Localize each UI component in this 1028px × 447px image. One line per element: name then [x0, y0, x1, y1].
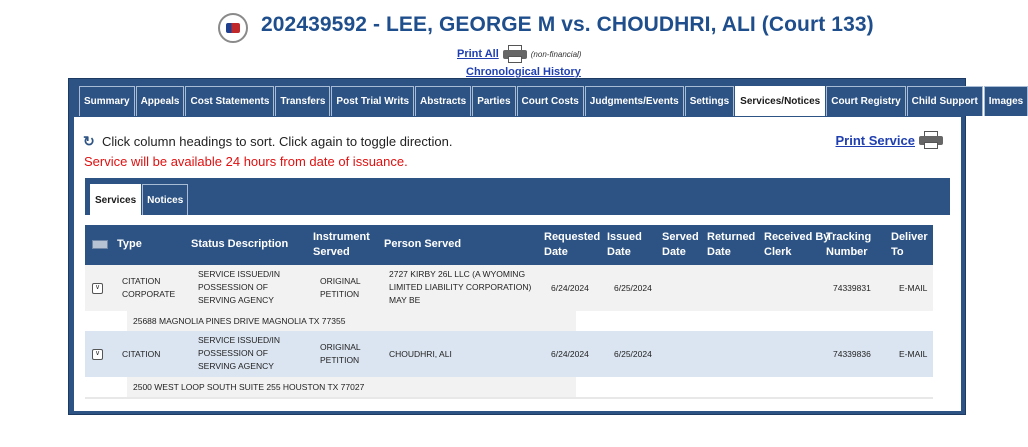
- printer-icon[interactable]: [503, 45, 527, 63]
- print-service-link[interactable]: Print Service: [835, 132, 915, 148]
- tab-services-notices[interactable]: Services/Notices: [735, 86, 825, 116]
- tab-summary[interactable]: Summary: [79, 86, 135, 116]
- col-person-served[interactable]: Person Served: [384, 238, 462, 250]
- cell-tracking-number: 74339836: [833, 349, 871, 359]
- tab-judgments-events[interactable]: Judgments/Events: [585, 86, 684, 116]
- cell-instrument-served: ORIGINAL PETITION: [320, 276, 361, 299]
- col-status-description[interactable]: Status Description: [191, 238, 289, 250]
- cell-requested-date: 6/24/2024: [551, 349, 589, 359]
- cell-type: CITATION CORPORATE: [122, 276, 176, 299]
- cell-deliver-to: E-MAIL: [899, 349, 928, 359]
- col-served-date[interactable]: Served Date: [662, 231, 699, 258]
- col-type[interactable]: Type: [117, 238, 142, 250]
- print-all-link[interactable]: Print All: [457, 48, 499, 60]
- court-seal-logo: [218, 13, 248, 43]
- col-instrument-served[interactable]: Instrument Served: [313, 231, 370, 258]
- table-bottom-rule: [85, 397, 933, 399]
- sort-hint: Click column headings to sort. Click again to toggle direction.: [102, 134, 453, 149]
- print-all-row: [457, 44, 581, 64]
- service-address: 25688 MAGNOLIA PINES DRIVE MAGNOLIA TX 77355: [127, 311, 576, 331]
- sort-hint-row: [84, 134, 452, 149]
- table-header: [85, 225, 933, 265]
- table-row: [85, 331, 933, 377]
- col-requested-date[interactable]: Requested Date: [544, 231, 601, 258]
- tab-child-support[interactable]: Child Support: [907, 86, 983, 116]
- cell-instrument-served: ORIGINAL PETITION: [320, 342, 361, 365]
- tab-transfers[interactable]: Transfers: [275, 86, 330, 116]
- cell-issued-date: 6/25/2024: [614, 283, 652, 293]
- refresh-icon: [84, 136, 96, 148]
- case-detail-panel: [68, 78, 1024, 415]
- printer-icon[interactable]: [919, 131, 943, 149]
- address-row: [85, 377, 933, 397]
- availability-notice: Service will be available 24 hours from date of issuance.: [84, 154, 408, 169]
- subtab-bar: [90, 184, 188, 215]
- cell-tracking-number: 74339831: [833, 283, 871, 293]
- col-issued-date[interactable]: Issued Date: [607, 231, 642, 258]
- cell-person-served: CHOUDHRI, ALI: [389, 349, 452, 359]
- tab-settings[interactable]: Settings: [685, 86, 734, 116]
- cell-deliver-to: E-MAIL: [899, 283, 928, 293]
- cell-requested-date: 6/24/2024: [551, 283, 589, 293]
- case-title: 202439592 - LEE, GEORGE M vs. CHOUDHRI, ALI (Court 133): [261, 13, 874, 36]
- services-subpanel: [85, 178, 950, 215]
- tab-cost-statements[interactable]: Cost Statements: [185, 86, 274, 116]
- subtab-services[interactable]: Services: [90, 184, 141, 215]
- cell-type: CITATION: [122, 349, 161, 359]
- col-deliver-to[interactable]: Deliver To: [891, 231, 928, 258]
- tab-appeals[interactable]: Appeals: [136, 86, 185, 116]
- services-notices-content: [74, 117, 961, 411]
- tab-abstracts[interactable]: Abstracts: [415, 86, 471, 116]
- col-received-by-clerk[interactable]: Received By Clerk: [764, 231, 830, 258]
- col-tracking-number[interactable]: Tracking Number: [826, 231, 872, 258]
- tab-post-trial-writs[interactable]: Post Trial Writs: [331, 86, 414, 116]
- cell-status-description: SERVICE ISSUED/IN POSSESSION OF SERVING AGENCY: [198, 269, 281, 305]
- col-returned-date[interactable]: Returned Date: [707, 231, 756, 258]
- subtab-notices[interactable]: Notices: [142, 184, 188, 215]
- non-financial-note: (non-financial): [530, 49, 582, 59]
- cell-person-served: 2727 KIRBY 26L LLC (A WYOMING LIMITED LIABILITY CORPORATION) MAY BE: [389, 269, 532, 305]
- address-row: [85, 311, 933, 331]
- tab-bar: [79, 86, 1028, 116]
- tab-images[interactable]: Images: [984, 86, 1028, 116]
- chevron-down-icon[interactable]: ∨: [92, 283, 103, 294]
- chronological-history-link[interactable]: Chronological History: [466, 66, 581, 78]
- tab-court-costs[interactable]: Court Costs: [517, 86, 584, 116]
- expand-all-icon[interactable]: [92, 240, 108, 249]
- print-service-row: [836, 131, 948, 149]
- chevron-down-icon[interactable]: ∨: [92, 349, 103, 360]
- cell-issued-date: 6/25/2024: [614, 349, 652, 359]
- service-address: 2500 WEST LOOP SOUTH SUITE 255 HOUSTON TX 77027: [127, 377, 576, 397]
- cell-status-description: SERVICE ISSUED/IN POSSESSION OF SERVING AGENCY: [198, 335, 281, 371]
- services-table: [85, 225, 933, 399]
- tab-parties[interactable]: Parties: [472, 86, 515, 116]
- table-row: [85, 265, 933, 311]
- tab-court-registry[interactable]: Court Registry: [826, 86, 905, 116]
